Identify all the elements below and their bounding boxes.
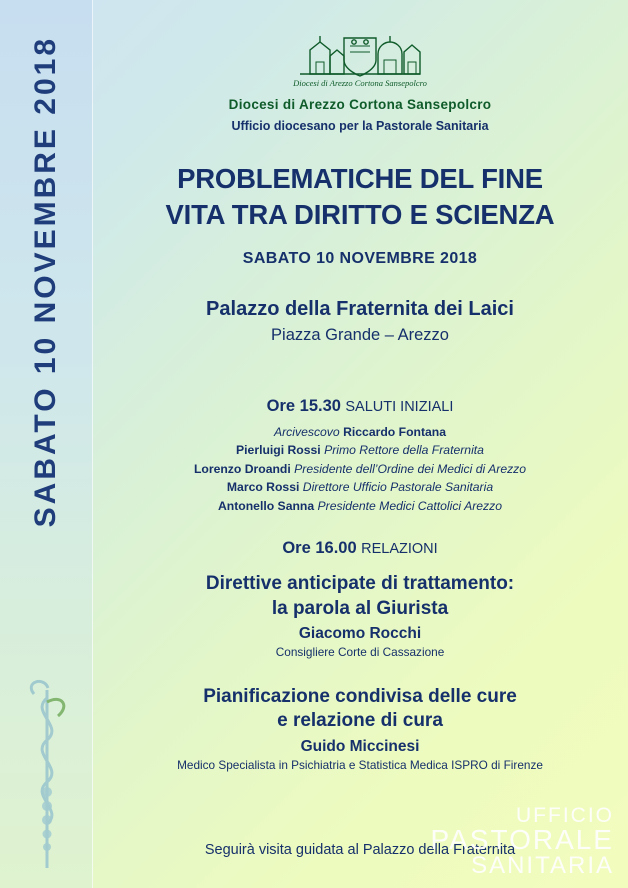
svg-text:Diocesi di Arezzo Cortona Sans: Diocesi di Arezzo Cortona Sansepolcro — [293, 78, 427, 88]
talk-item-1 — [114, 572, 606, 659]
side-date-label: SABATO 10 NOVEMBRE 2018 — [29, 36, 62, 528]
poster-content — [92, 0, 628, 888]
person-role-after: Direttore Ufficio Pastorale Sanitaria — [302, 480, 494, 495]
person-role-after: Presidente Medici Cattolici Arezzo — [317, 498, 502, 513]
office-watermark — [431, 805, 614, 878]
greetings-time: Ore 15.30 — [266, 396, 341, 415]
poster-title — [114, 161, 606, 234]
closing-note: Seguirà visita guidata al Palazzo della Fraternita — [204, 841, 516, 858]
watermark-line1: UFFICIO — [516, 804, 614, 827]
relations-label: RELAZIONI — [361, 541, 438, 558]
greetings-time-row — [114, 397, 606, 416]
watermark-line3: SANITARIA — [471, 852, 614, 879]
list-item — [114, 497, 606, 516]
relations-time: Ore 16.00 — [282, 539, 357, 558]
office-name: Ufficio diocesano per la Pastorale Sanitaria — [231, 119, 489, 133]
person-role-after: Presidente dell’Ordine dei Medici di Arezzo — [294, 461, 527, 476]
list-item — [114, 441, 606, 460]
person-name: Riccardo Fontana — [343, 424, 447, 439]
list-item — [114, 478, 606, 497]
event-date: SABATO 10 NOVEMBRE 2018 — [242, 249, 478, 267]
talk-title-line2: la parola al Giurista — [271, 597, 449, 619]
talk-title-line2: e relazione di cura — [277, 710, 443, 732]
greetings-people-list — [114, 423, 606, 516]
venue-name: Palazzo della Fraternita dei Laici — [206, 297, 514, 320]
caduceus-icon — [14, 672, 80, 872]
talk-item-2 — [114, 685, 606, 772]
venue-address: Piazza Grande – Arezzo — [271, 325, 449, 344]
person-name: Pierluigi Rossi — [236, 443, 321, 458]
list-item — [114, 460, 606, 479]
greetings-label: SALUTI INIZIALI — [345, 398, 454, 415]
diocese-coat-of-arms-icon — [270, 12, 450, 90]
person-name: Marco Rossi — [226, 480, 300, 495]
talk-speaker-role: Consigliere Corte di Cassazione — [275, 644, 445, 659]
talk-speaker: Giacomo Rocchi — [298, 624, 422, 642]
talk-title-line1: Direttive anticipate di trattamento: — [205, 573, 515, 595]
person-name: Lorenzo Droandi — [193, 461, 291, 476]
talk-speaker: Guido Miccinesi — [300, 737, 420, 755]
talk-speaker-role: Medico Specialista in Psichiatria e Statistica Medica ISPRO di Firenze — [177, 757, 543, 772]
person-role-before: Arcivescovo — [273, 424, 340, 439]
poster-title-line1: PROBLEMATICHE DEL FINE — [177, 163, 543, 194]
talk-title-line1: Pianificazione condivisa delle cure — [203, 685, 517, 707]
relations-section — [114, 539, 606, 771]
relations-time-row — [114, 539, 606, 558]
diocese-name: Diocesi di Arezzo Cortona Sansepolcro — [228, 97, 492, 112]
person-name: Antonello Sanna — [217, 498, 315, 513]
left-vertical-band — [0, 0, 93, 888]
person-role-after: Primo Rettore della Fraternita — [324, 443, 484, 458]
poster-title-line2: VITA TRA DIRITTO E SCIENZA — [165, 199, 555, 231]
list-item — [114, 423, 606, 442]
watermark-line2: PASTORALE — [430, 824, 614, 855]
greetings-section — [114, 397, 606, 516]
